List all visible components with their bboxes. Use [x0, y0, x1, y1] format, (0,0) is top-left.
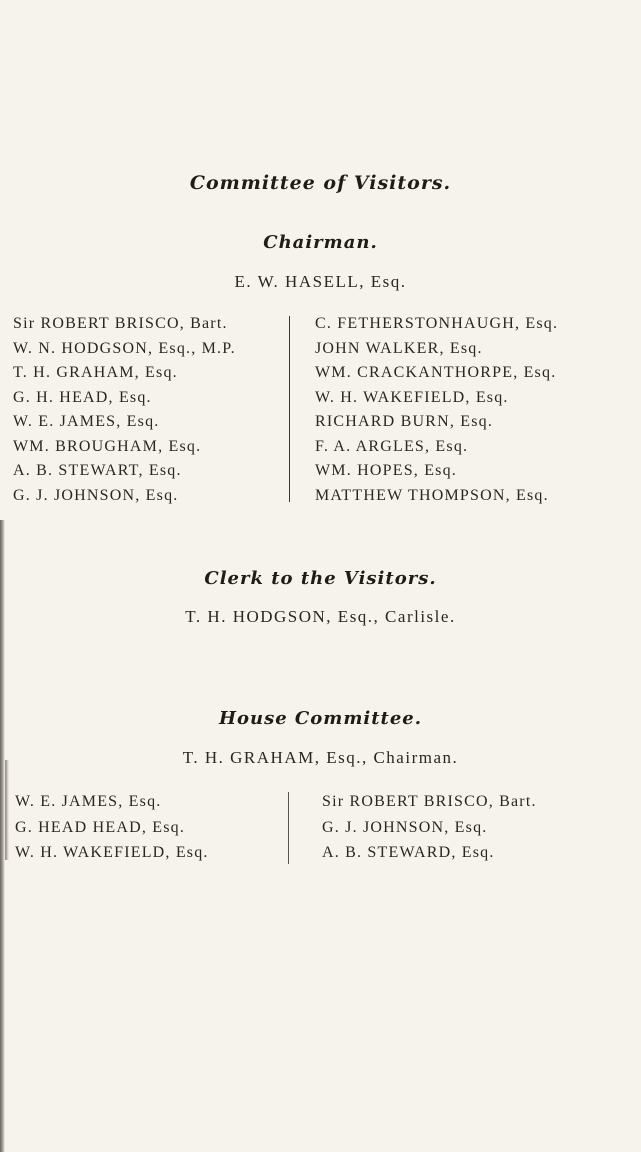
member-name: A. B. STEWART, Esq.: [13, 462, 182, 479]
member-name: JOHN WALKER, Esq.: [315, 339, 483, 357]
member-name: G. J. JOHNSON, Esq.: [322, 818, 488, 836]
member-name: WM. HOPES, Esq.: [315, 462, 458, 479]
member-name: WM. BROUGHAM, Esq.: [13, 437, 202, 455]
member-name: C. FETHERSTONHAUGH, Esq.: [315, 315, 559, 332]
house-committee-chairman: T. H. GRAHAM, Esq., Chairman.: [182, 748, 459, 767]
column-divider: [289, 316, 290, 502]
house-left-column: [15, 789, 209, 866]
member-name: W. N. HODGSON, Esq., M.P.: [13, 339, 236, 357]
visitors-left-column: [13, 312, 236, 508]
house-committee-heading: House Committee.: [218, 708, 422, 729]
member-name: A. B. STEWARD, Esq.: [322, 844, 495, 861]
member-name: W. E. JAMES, Esq.: [13, 413, 160, 430]
member-name: Sir ROBERT BRISCO, Bart.: [322, 793, 537, 810]
clerk-name: T. H. HODGSON, Esq., Carlisle.: [185, 607, 456, 626]
chairman-heading: Chairman.: [263, 232, 378, 253]
member-name: T. H. GRAHAM, Esq.: [13, 364, 178, 381]
member-name: F. A. ARGLES, Esq.: [315, 437, 469, 455]
member-name: W. H. WAKEFIELD, Esq.: [15, 844, 209, 861]
committee-visitors-heading: Committee of Visitors.: [189, 172, 452, 194]
chairman-name: E. W. HASELL, Esq.: [234, 272, 407, 291]
member-name: G. HEAD HEAD, Esq.: [15, 818, 186, 836]
member-name: RICHARD BURN, Esq.: [315, 413, 494, 430]
member-name: WM. CRACKANTHORPE, Esq.: [315, 364, 557, 381]
house-right-column: [322, 789, 537, 866]
visitors-right-column: [315, 312, 558, 508]
member-name: MATTHEW THOMPSON, Esq.: [315, 486, 549, 504]
clerk-heading: Clerk to the Visitors.: [204, 568, 437, 589]
member-name: W. H. WAKEFIELD, Esq.: [315, 388, 509, 406]
member-name: G. J. JOHNSON, Esq.: [13, 486, 179, 504]
binding-shadow-inner: [5, 760, 9, 860]
member-name: Sir ROBERT BRISCO, Bart.: [13, 315, 228, 332]
column-divider: [288, 792, 289, 864]
member-name: W. E. JAMES, Esq.: [15, 793, 162, 810]
member-name: G. H. HEAD, Esq.: [13, 388, 152, 406]
